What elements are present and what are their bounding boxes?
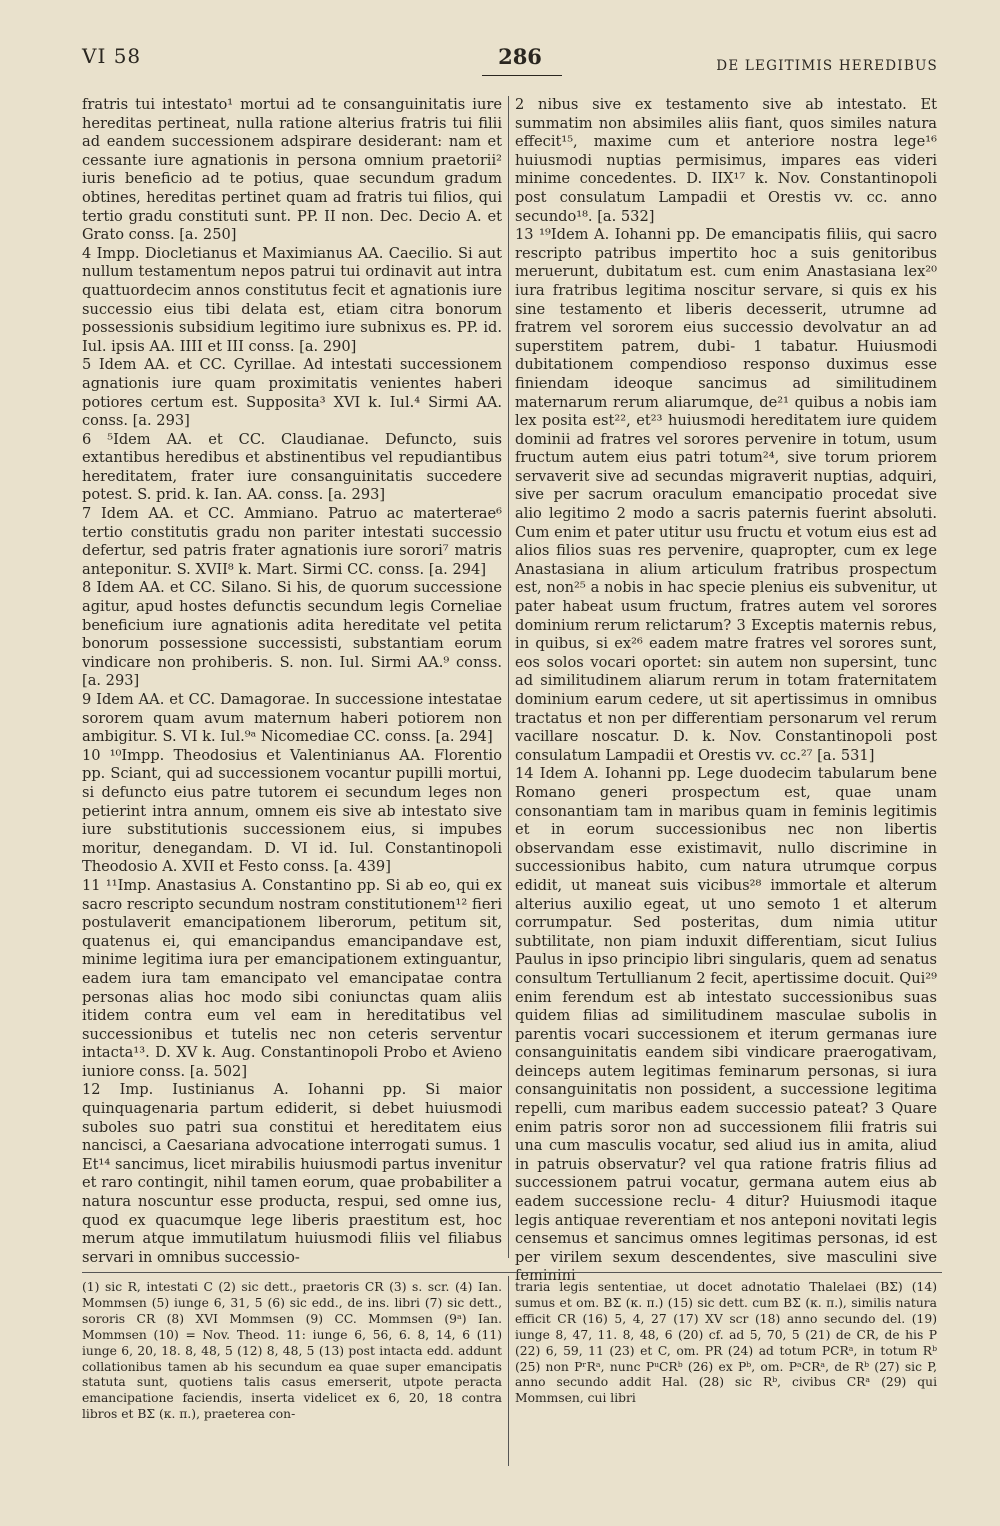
paragraph: 10 ¹⁰Impp. Theodosius et Valentinianus AA. Florentio pp. Sciant, qui ad successionem vocantur pupilli mortui, si defuncto eius patre tutorem ei secundum leges non petierint intra annum, omnem eis sive ab intestato sive iure substitutionis successionem eius, si impubes moritur, denegandam. D. VI id. Iul. Constantinopoli Theodosio A. XVII et Festo conss. [a. 439] bbox=[82, 746, 502, 876]
footnote-separator bbox=[82, 1272, 942, 1273]
header-book-ref: VI 58 bbox=[82, 44, 142, 68]
paragraph: 2 nibus sive ex testamento sive ab intestato. Et summatim non absimiles aliis fiant, quos similes natura effecit¹⁵, maxime cum et anteriore nostra lege¹⁶ huiusmodi nuptias permisimus, impares eas videri minime concedentes. D. IIX¹⁷ k. Nov. Constantinopoli post consulatum Lampadii et Orestis vv. cc. anno secundo¹⁸. [a. 532] bbox=[515, 96, 937, 225]
paragraph: 14 Idem A. Iohanni pp. Lege duodecim tabularum bene Romano generi prospectum est, quae unam consonantiam tam in maribus quam in feminis legitimis et in eorum successionibus nec non libertis observandam esse existimavit, nullo discrimine in successionibus habito, cum natura utrumque corpus edidit, ut maneat suis vicibus²⁸ immortale et alterum alterius auxilio egeat, ut uno semoto 1 et alterum corrumpatur. Sed posteritas, dum nimia utitur subtilitate, non piam induxit differentiam, sicut Iulius Paulus in ipso principio libri singularis, quem ad senatus consultum Tertullianum 2 fecit, apertissime docuit. Qui²⁹ enim ferendum est ab intestato successionibus suas quidem filias ad similitudinem masculae subolis in parentis vocari successionem et iterum germanas iure consanguinitatis eandem sibi vindicare praerogativam, deinceps autem legitimas feminarum personas, si iura consanguinitatis non possident, a successione legitima repelli, cum maribus eadem successio pateat? 3 Quare enim patris soror non ad successionem filii fratris sui una cum masculis vocatur, sed aliud ius in amita, aliud in patruis observatur? vel qua ratione fratris filius ad successionem patrui vocatur, germana autem eius ab eadem successione reclu- 4 ditur? Huiusmodi itaque legis antiquae reverentiam et nos anteponi novitati legis censemus et sancimus omnes legitimas personas, id est per virilem sexum descendentes, sive masculini sive feminini bbox=[515, 765, 937, 1285]
paragraph: 5 Idem AA. et CC. Cyrillae. Ad intestati successionem agnationis iure quam proximitatis venientes haberi potiores certum est. Supposita³ XVI k. Iul.⁴ Sirmi AA. conss. [a. 293] bbox=[82, 356, 502, 430]
running-title: DE LEGITIMIS HEREDIBUS bbox=[716, 58, 938, 74]
paragraph: 6 ⁵Idem AA. et CC. Claudianae. Defuncto, suis extantibus heredibus et abstinentibus vel repudiantibus hereditatem, frater iure consanguinitatis succedere potest. S. prid. k. Ian. AA. conss. [a. 293] bbox=[82, 430, 502, 504]
page-number: 286 bbox=[498, 44, 542, 69]
right-text-column bbox=[515, 96, 937, 1286]
paragraph: 11 ¹¹Imp. Anastasius A. Constantino pp. Si ab eo, qui ex sacro rescripto secundum nostram constitutionem¹² fieri postulaverit emancipationem liberorum, petitum sit, quatenus ei, qui emancipandus emancipandave est, minime legitima iura per emancipationem extinguantur, eadem iura tam emancipato vel emancipatae contra personas alias hoc modo sibi coniunctas quam aliis itidem contra eum vel eam in hereditatibus vel successionibus et tutelis nec non ceteris serventur intacta¹³. D. XV k. Aug. Constantinopoli Probo et Avieno iuniore conss. [a. 502] bbox=[82, 876, 502, 1080]
column-divider bbox=[508, 96, 509, 1258]
footnotes-right bbox=[515, 1280, 937, 1407]
footnote-block: (1) sic R, intestati C (2) sic dett., praetoris CR (3) s. scr. (4) Ian. Mommsen (5) iunge 6, 31, 5 (6) sic edd., de ins. libri (7) sic dett., sororis CR (8) XVI Mommsen (9) CC. Mommsen (9ᵃ) Ian. Mommsen (10) = Nov. Theod. 11: iunge 6, 56, 6. 8, 14, 6 (11) iunge 6, 20, 18. 8, 48, 5 (12) 8, 48, 5 (13) post intacta edd. addunt collationibus tamen ab his secundum ea quae super emancipatis statuta sunt, quotiens talis casus emerserit, utpote peracta emancipatione faciendis, inserta videlicet ex 6, 20, 18 contra libros et BΣ (κ. π.), praeterea con- bbox=[82, 1280, 502, 1422]
footnote-column-divider bbox=[508, 1276, 509, 1466]
left-text-column bbox=[82, 96, 502, 1267]
page-number-underline bbox=[482, 75, 562, 76]
paragraph: fratris tui intestato¹ mortui ad te consanguinitatis iure hereditas pertineat, nulla ratione alterius fratris tui filii ad eandem successionem adspirare desiderant: nam et cessante iure agnationis in persona omnium praetorii² iuris beneficio ad te potius, quae secundum gradum obtines, hereditas pertinet quam ad fratris tui filios, qui tertio gradu constituti sunt. PP. II non. Dec. Decio A. et Grato conss. [a. 250] bbox=[82, 96, 502, 244]
footnote-block: traria legis sententiae, ut docet adnotatio Thalelaei (BΣ) (14) sumus et om. BΣ (κ. π.) (15) sic dett. cum BΣ (κ. π.), similis natura efficit CR (16) 5, 4, 27 (17) XV scr (18) anno secundo del. (19) iunge 8, 47, 11. 8, 48, 6 (20) cf. ad 5, 70, 5 (21) de CR, de his P (22) 6, 59, 11 (23) et C, om. PR (24) ad totum PCRᵃ, in totum Rᵇ (25) non PʳRᵃ, nunc PᵘCRᵇ (26) ex Pᵇ, om. PᵃCRᵃ, de Rᵇ (27) sic P, anno secundo addit Hal. (28) sic Rᵇ, civibus CRᵃ (29) qui Mommsen, cui libri bbox=[515, 1280, 937, 1406]
paragraph: 7 Idem AA. et CC. Ammiano. Patruo ac materterae⁶ tertio constitutis gradu non pariter intestati successio defertur, sed patris frater agnationis iure sorori⁷ matris anteponitur. S. XVII⁸ k. Mart. Sirmi CC. conss. [a. 294] bbox=[82, 505, 502, 578]
paragraph: 12 Imp. Iustinianus A. Iohanni pp. Si maior quinquagenaria partum ediderit, si debet huiusmodi suboles suo patri sua constitui et hereditatem eius nancisci, a Caesariana advocatione interrogati sumus. 1 Et¹⁴ sancimus, licet mirabilis huiusmodi partus invenitur et raro contingit, nihil tamen eorum, quae probabiliter a natura noscuntur esse producta, respui, sed omne ius, quod ex quacumque lege liberis praestitum est, hoc merum atque immutilatum huiusmodi filiis vel filiabus servari in omnibus successio- bbox=[82, 1081, 502, 1266]
paragraph: 4 Impp. Diocletianus et Maximianus AA. Caecilio. Si aut nullum testamentum nepos patrui tui ordinavit aut intra quattuordecim annos constitutus fecit et agnationis iure successio eius tibi delata est, etiam citra bonorum possessionis subsidium legitimo iure subnixus es. PP. id. Iul. ipsis AA. IIII et III conss. [a. 290] bbox=[82, 244, 502, 355]
footnotes-left bbox=[82, 1280, 502, 1423]
paragraph: 9 Idem AA. et CC. Damagorae. In successione intestatae sororem quam avum maternum haberi potiorem non ambigitur. S. VI k. Iul.⁹ᵃ Nicomediae CC. conss. [a. 294] bbox=[82, 691, 502, 746]
paragraph: 13 ¹⁹Idem A. Iohanni pp. De emancipatis filiis, qui sacro rescripto patribus impertito hoc a suis genitoribus meruerunt, dubitatum est. cum enim Anastasiana lex²⁰ iura fratribus legitima noscitur servare, si quis ex his sine testamento et liberis decesserit, utrumne ad fratrem vel sororem eius successio devolvatur an ad superstitem patrem, dubi- 1 tabatur. Huiusmodi dubitationem compendioso responso duximus esse finiendam ideoque sancimus ad similitudinem maternarum rerum aliarumque, de²¹ quibus a nobis iam lex posita est²², et²³ huiusmodi hereditatem iure quidem dominii ad fratres vel sorores pervenire in totum, usum fructum autem eius patri totum²⁴, sive torum priorem servaverit sive ad secundas migraverit nuptias, adquiri, sive per sacrum oraculum emancipatio procedat sive alio legitimo 2 modo a sacris paternis fuerint absoluti. Cum enim et pater utitur usu fructu et votum eius est ad alios filios suas res pervenire, quapropter, cum ex lege Anastasiana in alium articulum fratribus prospectum est, non²⁵ a nobis in hac specie plenius eis subvenitur, ut pater habeat usum fructum, fratres autem vel sorores dominium rerum relictarum? 3 Exceptis maternis rebus, in quibus, si ex²⁶ eadem matre fratres vel sorores sunt, eos solos vocari oportet: sin autem non supersint, tunc ad similitudinem aliarum rerum in totam fraternitatem dominium earum cedere, ut sit apertissimus in omnibus tractatus et non per differentiam personarum vel rerum vacillare noscatur. D. k. Nov. Constantinopoli post consulatum Lampadii et Orestis vv. cc.²⁷ [a. 531] bbox=[515, 226, 937, 764]
paragraph: 8 Idem AA. et CC. Silano. Si his, de quorum successione agitur, apud hostes defunctis secundum legis Corneliae beneficium iure agnationis adita hereditate vel petita bonorum possessione successisti, substantiam eorum vindicare non prohiberis. S. non. Iul. Sirmi AA.⁹ conss. [a. 293] bbox=[82, 579, 502, 690]
